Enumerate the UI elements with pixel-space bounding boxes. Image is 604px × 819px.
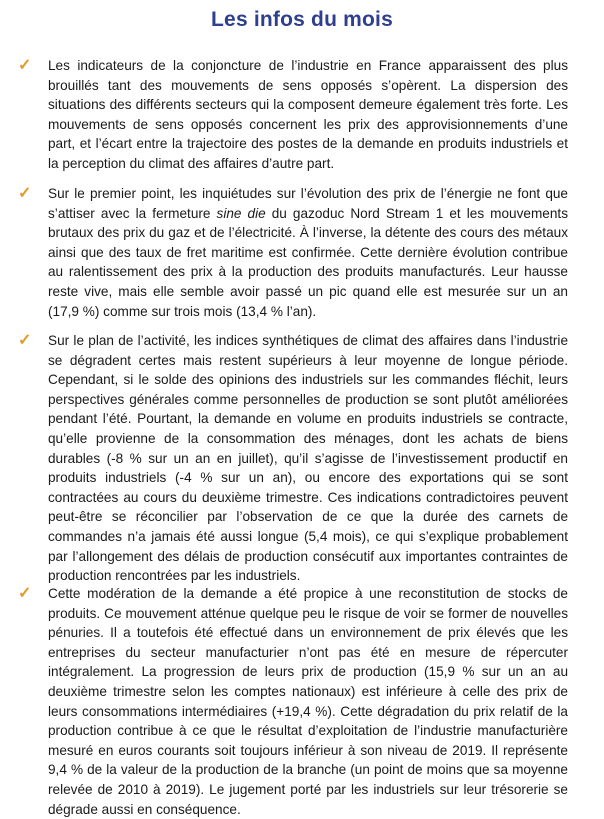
paragraph-text: [48, 184, 568, 321]
checkmark-icon: ✓: [18, 585, 32, 602]
paragraph-text-part: du gazoduc Nord Stream 1 et les mouvements brutaux des prix du gaz et de l’électricité. À l’inverse, la détente des cours des métaux ainsi que des taux de fret maritime est confirmée. Cette dernière évolution contribue au ralentissement des prix à la production des produits manufacturés. Leur hausse reste vive, mais elle semble avoir passé un pic quand elle est mesurée sur un an (17,9 %) comme sur trois mois (13,4 % l’an).: [48, 205, 568, 319]
paragraph-text: Les indicateurs de la conjoncture de l’industrie en France apparaissent des plus brouillés tant des mouvements de sens opposés s’opèrent. La dispersion des situations des différents secteurs qui la composent demeure également très forte. Les mouvements de sens opposés concernent les prix des approvisionnements d’une part, et l’écart entre la trajectoire des postes de la demande en produits industriels et la perception du climat des affaires d’autre part.: [48, 58, 568, 171]
paragraph-text: Sur le plan de l’activité, les indices synthétiques de climat des affaires dans l’industrie se dégradent certes mais restent supérieurs à leur moyenne de longue période. Cependant, si le solde des opinions des industriels sur les commandes fléchit, leurs perspectives générales comme personnelles de production se sont plutôt améliorées pendant l’été. Pourtant, la demande en volume en produits industriels se contracte, qu’elle provienne de la consommation des ménages, dont les achats de biens durables (-8 % sur un an en juillet), qu’il s’agisse de l’investissement productif en produits industriels (-4 % sur un an), ou encore des exportations qui se sont contractées au cours du deuxième trimestre. Ces indications contradictoires peuvent peut-être se réconcilier par l’observation de ce que la durée des carnets de commandes n’a jamais été aussi longue (5,4 mois), ce qui s’explique probablement par l’allongement des délais de production consécutif aux importantes contraintes de production rencontrées par les industriels.: [48, 333, 568, 584]
checkmark-icon: ✓: [18, 57, 32, 74]
paragraph-text: Cette modération de la demande a été propice à une reconstitution de stocks de produits. Ce mouvement atténue quelque peu le risque de voir se former de nouvelles pénuries. Il a toutefois été effectué dans un environnement de prix élevés que les entreprises du secteur manufacturier n’ont pas été en mesure de répercuter intégralement. La progression de leurs prix de production (15,9 % sur un an au deuxième trimestre selon les comptes nationaux) est inférieure à celle des prix de leurs consommations intermédiaires (+19,4 %). Cette dégradation du prix relatif de la production contribue à ce que le résultat d’exploitation de l’industrie manufacturière mesuré en euros courants soit toujours inférieur à son niveau de 2019. Il représente 9,4 % de la valeur de la production de la branche (un point de moins que sa moyenne relevée de 2010 à 2019). Le jugement porté par les industriels sur leur trésorerie se dégrade aussi en conséquence.: [48, 586, 568, 817]
page-title: Les infos du mois: [211, 8, 393, 31]
paragraph-italic-term: sine die: [216, 205, 266, 221]
paragraph-text-part: Sur le premier point, les inquiétudes sur l’évolution des prix de l’énergie ne font que s’attiser avec la fermeture: [48, 186, 568, 221]
checkmark-icon: ✓: [18, 185, 32, 202]
checkmark-icon: ✓: [18, 332, 32, 349]
